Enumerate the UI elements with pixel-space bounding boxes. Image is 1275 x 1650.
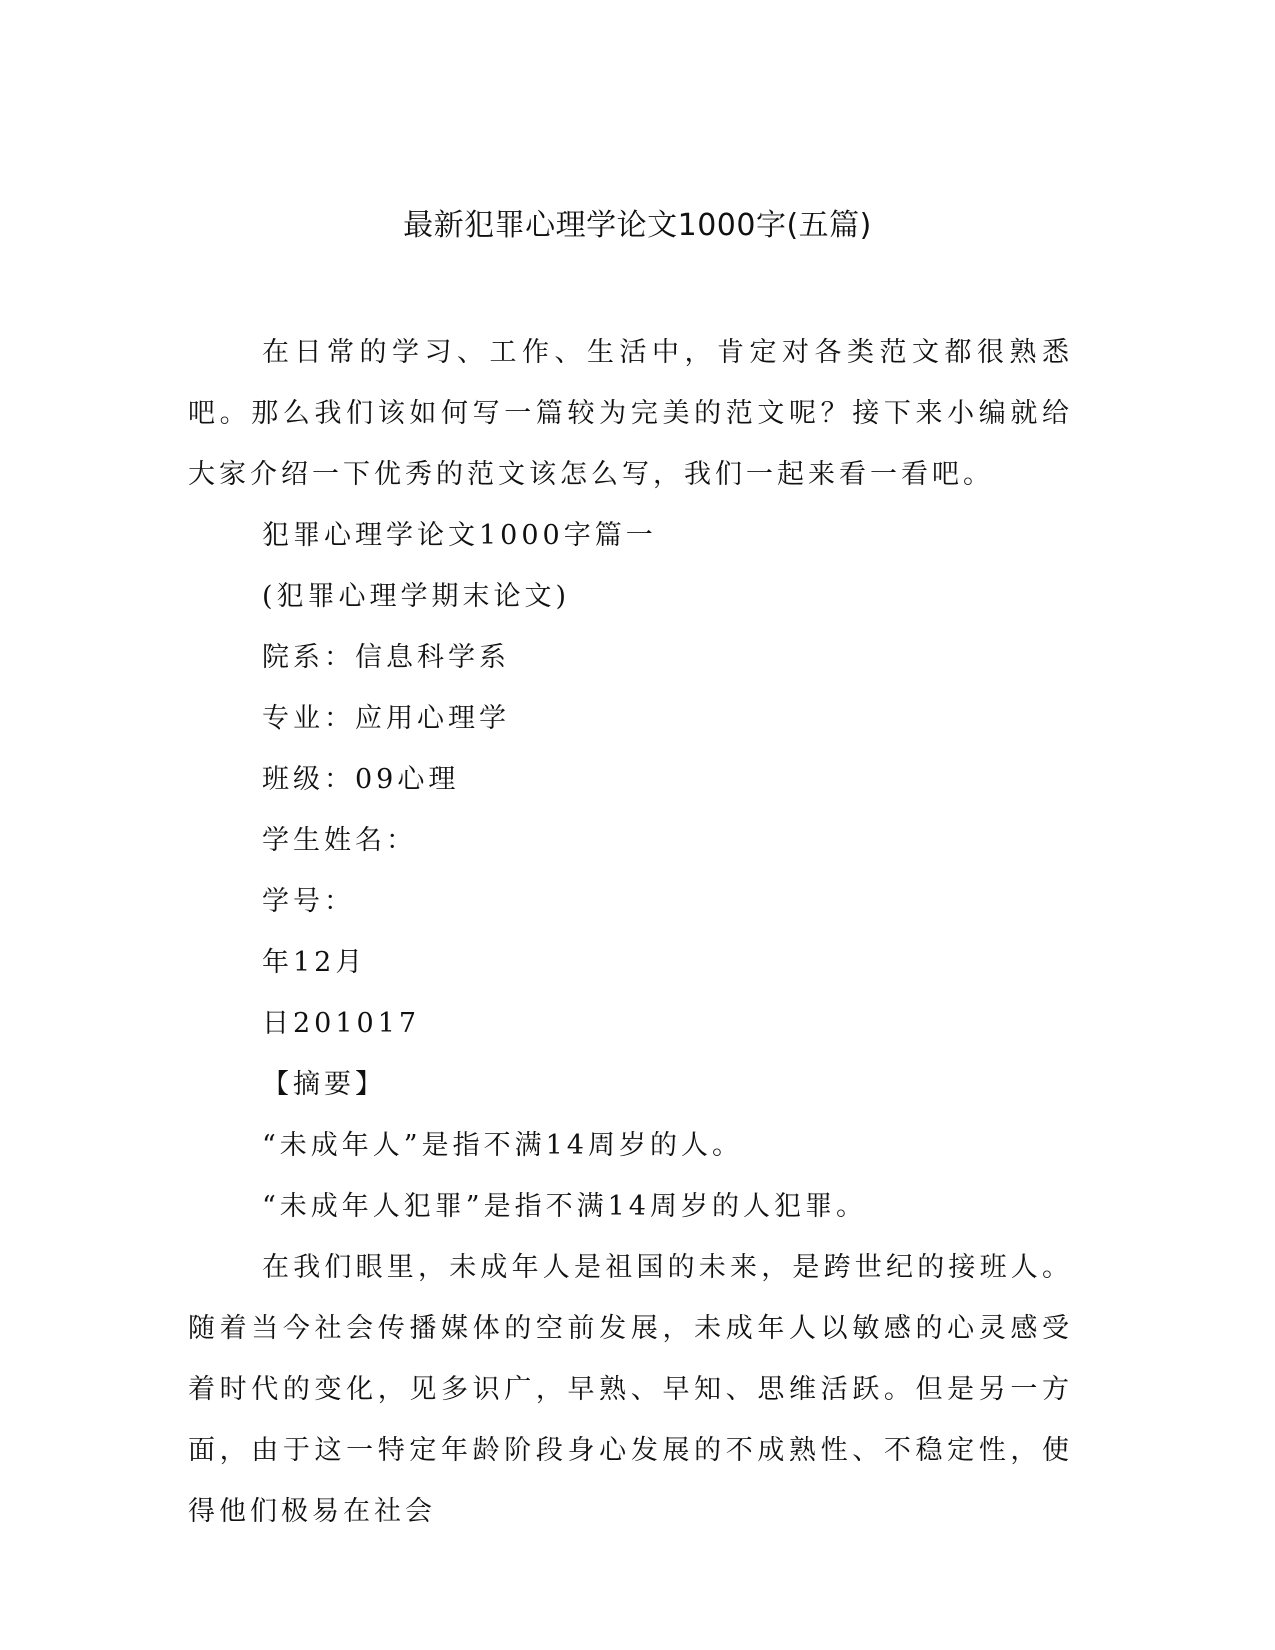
major-line: 专业：应用心理学 — [262, 703, 510, 734]
class-line: 班级：09心理 — [262, 764, 460, 795]
date-day-line: 日201017 — [262, 1008, 421, 1039]
student-id-line: 学号： — [262, 886, 355, 917]
student-name-line: 学生姓名： — [262, 825, 417, 856]
closing-paragraph: 在我们眼里，未成年人是祖国的未来，是跨世纪的接班人。随着当今社会传播媒体的空前发展，未成年人以敏感的心灵感受着时代的变化，见多识广，早熟、早知、思维活跃。但是另一方面，由于这一特定年龄阶段身心发展的不成熟性、不稳定性，使得他们极易在社会 — [188, 1252, 1073, 1527]
abstract-heading: 【摘要】 — [262, 1069, 386, 1100]
definition-line-2: “未成年人犯罪”是指不满14周岁的人犯罪。 — [262, 1191, 867, 1222]
document-title: 最新犯罪心理学论文1000字(五篇) — [403, 208, 872, 243]
section-heading: 犯罪心理学论文1000字篇一 — [262, 520, 657, 551]
paper-subtitle: (犯罪心理学期末论文) — [262, 581, 571, 612]
intro-paragraph: 在日常的学习、工作、生活中，肯定对各类范文都很熟悉吧。那么我们该如何写一篇较为完美的范文呢？接下来小编就给大家介绍一下优秀的范文该怎么写，我们一起来看一看吧。 — [188, 337, 1073, 490]
document-body — [188, 322, 1073, 1542]
department-line: 院系：信息科学系 — [262, 642, 510, 673]
date-year-month-line: 年12月 — [262, 947, 367, 978]
definition-line-1: “未成年人”是指不满14周岁的人。 — [262, 1130, 743, 1161]
